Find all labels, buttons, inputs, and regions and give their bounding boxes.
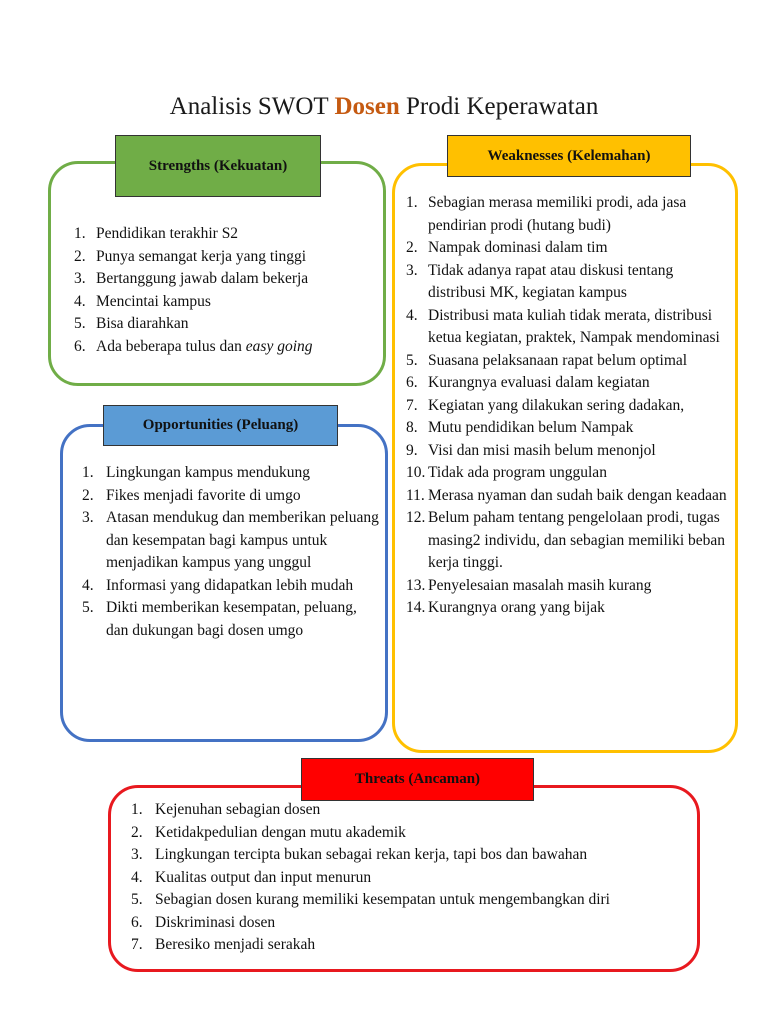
list-item-number: 4. <box>74 292 86 310</box>
list-item <box>82 575 380 598</box>
list-item-text-main: Kegiatan yang dilakukan sering dadakan, <box>428 396 685 414</box>
list-item-text-main: Beresiko menjadi serakah <box>155 936 316 953</box>
list-item-number: 7. <box>406 396 418 414</box>
list-item-text-main: Bertanggung jawab dalam bekerja <box>96 270 309 287</box>
list-item-number: 2. <box>131 823 143 841</box>
list-item-text-italic: easy going <box>245 337 313 355</box>
list-item <box>406 597 734 620</box>
list-item-text <box>428 575 734 598</box>
list-item-text-main: Merasa nyaman dan sudah baik dengan keadaan <box>428 486 727 504</box>
list-item <box>406 372 734 395</box>
list-item <box>131 912 691 935</box>
list-item-text-main: Bisa diarahkan <box>96 315 189 332</box>
list-item-text <box>428 395 734 418</box>
list-item-text <box>155 844 691 867</box>
list-item <box>406 507 734 575</box>
list-item-text-main: Punya semangat kerja yang tinggi <box>96 247 307 265</box>
list-item-text <box>106 485 380 508</box>
list-item <box>406 417 734 440</box>
list-item-text <box>428 462 734 485</box>
list-item-text <box>428 305 734 350</box>
list-item <box>82 597 380 642</box>
list-item-text <box>428 417 734 440</box>
weaknesses-label: Weaknesses (Kelemahan) <box>447 135 691 177</box>
list-item-text-main: Atasan mendukug dan memberikan peluang dan kesempatan bagi kampus untuk menjadikan kampus yang unggul <box>106 509 379 571</box>
list-item-text <box>155 889 691 912</box>
list-item-number: 6. <box>74 337 86 355</box>
list-item-text-main: Kurangnya evaluasi dalam kegiatan <box>428 374 650 391</box>
list-item-number: 9. <box>406 441 418 459</box>
list-item-number: 8. <box>406 419 418 436</box>
list-item-number: 1. <box>82 464 94 481</box>
list-item-text <box>106 575 380 598</box>
list-item-text <box>428 440 734 463</box>
list-item <box>406 485 734 508</box>
list-item <box>74 313 374 336</box>
strengths-label: Strengths (Kekuatan) <box>115 135 321 197</box>
list-item-text <box>96 223 374 246</box>
list-item-text-main: Nampak dominasi dalam tim <box>428 239 608 256</box>
list-item-text-main: Mutu pendidikan belum Nampak <box>428 419 634 436</box>
list-item-text-main: Penyelesaian masalah masih kurang <box>428 576 652 594</box>
list-item-text-main: Visi dan misi masih belum menonjol <box>428 441 656 459</box>
list-item <box>406 395 734 418</box>
list-item-text <box>155 867 691 890</box>
list-item-number: 14. <box>406 599 426 616</box>
list-item-number: 6. <box>131 913 143 931</box>
list-item-text <box>96 268 374 291</box>
title-prefix: Analisis SWOT <box>169 93 329 120</box>
title-accent: Dosen <box>334 93 400 120</box>
list-item-number: 3. <box>82 509 94 526</box>
list-item-text <box>155 799 691 822</box>
list-item-number: 13. <box>406 576 426 594</box>
page-title <box>0 93 768 121</box>
list-item-text <box>428 485 734 508</box>
list-item-text <box>155 822 691 845</box>
title-suffix: Prodi Keperawatan <box>406 93 599 120</box>
list-item-text <box>106 597 380 642</box>
threats-list <box>131 799 691 957</box>
list-item-text-main: Tidak ada program unggulan <box>428 464 607 481</box>
list-item-text-main: Ketidakpedulian dengan mutu akademik <box>155 823 406 841</box>
list-item-number: 3. <box>131 846 143 863</box>
list-item-text-main: Belum paham tentang pengelolaan prodi, tugas masing2 individu, dan sebagian memiliki beban kerja tinggi. <box>428 509 726 571</box>
weaknesses-list <box>406 192 734 620</box>
list-item-text-main: Sebagian merasa memiliki prodi, ada jasa pendirian prodi (hutang budi) <box>428 194 687 234</box>
list-item <box>131 822 691 845</box>
list-item-text-main: Diskriminasi dosen <box>155 913 276 931</box>
list-item-number: 5. <box>74 315 86 332</box>
list-item-number: 4. <box>406 306 418 324</box>
list-item <box>131 867 691 890</box>
list-item <box>82 462 380 485</box>
list-item <box>406 575 734 598</box>
list-item-number: 2. <box>406 239 418 256</box>
list-item-text <box>428 372 734 395</box>
list-item-text-main: Sebagian dosen kurang memiliki kesempatan untuk mengembangkan diri <box>155 891 610 908</box>
list-item-text-main: Lingkungan tercipta bukan sebagai rekan kerja, tapi bos dan bawahan <box>155 846 588 863</box>
list-item-number: 5. <box>82 599 94 616</box>
list-item-number: 5. <box>131 891 143 908</box>
list-item <box>131 844 691 867</box>
list-item-text <box>428 507 734 575</box>
opportunities-list <box>82 462 380 642</box>
list-item-number: 12. <box>406 509 426 526</box>
list-item-text <box>96 246 374 269</box>
list-item-number: 4. <box>131 868 143 886</box>
list-item-text-main: Kualitas output dan input menurun <box>155 868 372 886</box>
list-item-number: 4. <box>82 576 94 594</box>
list-item-number: 7. <box>131 936 143 953</box>
list-item-number: 1. <box>74 225 86 242</box>
list-item-text-main: Kurangnya orang yang bijak <box>428 599 605 616</box>
list-item <box>131 799 691 822</box>
list-item-text <box>428 260 734 305</box>
list-item-text-main: Kejenuhan sebagian dosen <box>155 801 321 818</box>
list-item-text <box>428 192 734 237</box>
list-item-text-main: Dikti memberikan kesempatan, peluang, dan dukungan bagi dosen umgo <box>106 599 357 639</box>
list-item-text <box>106 462 380 485</box>
list-item-number: 5. <box>406 351 418 369</box>
list-item-number: 10. <box>406 464 426 481</box>
list-item <box>406 440 734 463</box>
list-item-text-main: Fikes menjadi favorite di umgo <box>106 486 301 504</box>
list-item-text-main: Suasana pelaksanaan rapat belum optimal <box>428 351 688 369</box>
threats-label: Threats (Ancaman) <box>301 758 534 801</box>
list-item <box>74 223 374 246</box>
list-item-number: 1. <box>131 801 143 818</box>
list-item-text <box>96 336 374 359</box>
list-item-text <box>155 934 691 957</box>
list-item <box>82 485 380 508</box>
list-item <box>406 462 734 485</box>
opportunities-label: Opportunities (Peluang) <box>103 405 338 446</box>
list-item <box>406 305 734 350</box>
list-item-number: 1. <box>406 194 418 211</box>
list-item-text-main: Informasi yang didapatkan lebih mudah <box>106 576 354 594</box>
list-item-text <box>96 291 374 314</box>
list-item <box>74 268 374 291</box>
list-item-text <box>428 237 734 260</box>
list-item <box>131 889 691 912</box>
list-item-text <box>96 313 374 336</box>
list-item-number: 3. <box>406 261 418 279</box>
list-item <box>406 260 734 305</box>
list-item-number: 2. <box>74 247 86 265</box>
list-item <box>406 237 734 260</box>
list-item-text <box>106 507 380 575</box>
list-item-text-main: Tidak adanya rapat atau diskusi tentang distribusi MK, kegiatan kampus <box>428 261 674 301</box>
list-item-number: 2. <box>82 486 94 504</box>
list-item-text <box>428 597 734 620</box>
list-item-number: 6. <box>406 374 418 391</box>
list-item-number: 11. <box>406 486 425 504</box>
list-item-text-main: Lingkungan kampus mendukung <box>106 464 311 481</box>
list-item <box>406 192 734 237</box>
list-item <box>82 507 380 575</box>
list-item-text-main: Distribusi mata kuliah tidak merata, distribusi ketua kegiatan, praktek, Nampak mendominasi <box>428 306 720 346</box>
list-item <box>74 336 374 359</box>
list-item <box>406 350 734 373</box>
list-item-text <box>155 912 691 935</box>
list-item-number: 3. <box>74 270 86 287</box>
list-item-text-main: Mencintai kampus <box>96 292 211 310</box>
list-item <box>131 934 691 957</box>
list-item <box>74 246 374 269</box>
strengths-list <box>74 223 374 358</box>
list-item-text <box>428 350 734 373</box>
list-item-text-main: Pendidikan terakhir S2 <box>96 225 239 242</box>
list-item-text-main: Ada beberapa tulus dan <box>96 337 242 355</box>
list-item <box>74 291 374 314</box>
